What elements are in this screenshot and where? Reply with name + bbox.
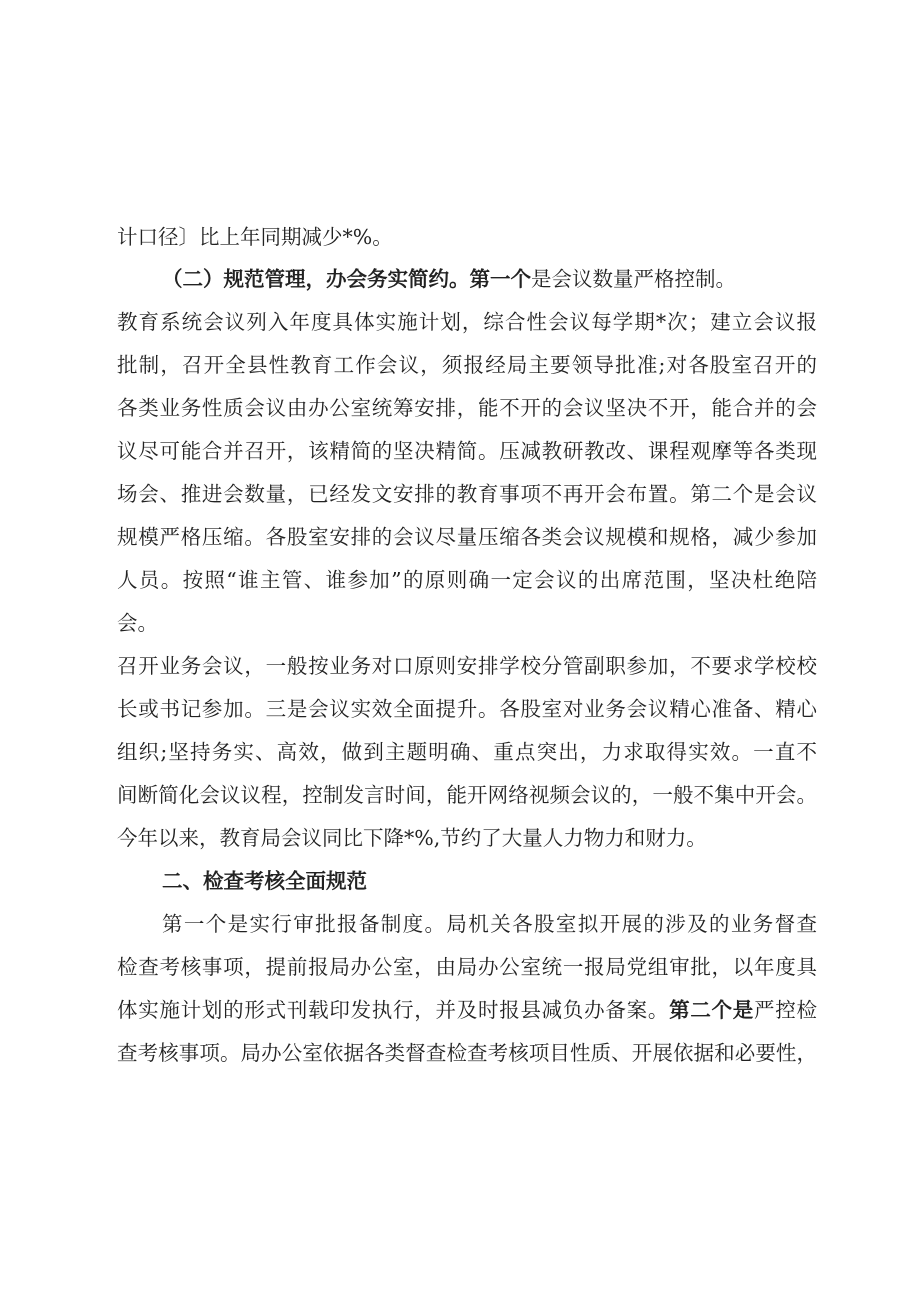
text-segment: 间断简化会议议程，控制发言时间，能开网络视频会议的，一般不集中开会。 <box>117 783 817 807</box>
text-segment: 是会议数量严格控制。 <box>531 267 736 291</box>
text-line-8 <box>117 517 817 557</box>
text-line-15 <box>117 818 817 858</box>
text-segment: 场会、推进会数量，已经发文安排的教育事项不再开会布置。第二个是会议 <box>117 482 817 506</box>
text-line-14 <box>117 775 817 815</box>
text-line-9 <box>117 560 817 600</box>
inline-bold-text: 第二个是 <box>669 998 755 1022</box>
text-segment: 批制，召开全县性教育工作会议，须报经局主要领导批准;对各股室召开的 <box>117 353 817 377</box>
text-line-7 <box>117 474 817 514</box>
text-segment: 各类业务性质会议由办公室统筹安排，能不开的会议坚决不开，能合并的会 <box>117 396 817 420</box>
text-segment: 今年以来，教育局会议同比下降*%,节约了大量人力物力和财力。 <box>117 826 707 850</box>
text-segment: 查考核事项。局办公室依据各类督查检查考核项目性质、开展依据和必要性， <box>117 1041 817 1065</box>
text-line-18 <box>117 947 817 987</box>
text-segment: 长或书记参加。三是会议实效全面提升。各股室对业务会议精心准备、精心 <box>117 697 817 721</box>
text-line-17 <box>162 904 817 944</box>
text-line-20 <box>117 1033 817 1073</box>
text-line-4 <box>117 345 817 385</box>
text-line-5 <box>117 388 817 428</box>
text-segment: 会。 <box>117 611 158 635</box>
section-heading-meetings <box>162 259 817 299</box>
text-line-10 <box>117 603 817 643</box>
text-line-11 <box>117 646 817 686</box>
text-segment: 议尽可能合并召开，该精简的坚决精简。压减教研教改、课程观摩等各类现 <box>117 439 817 463</box>
text-segment: 规模严格压缩。各股室安排的会议尽量压缩各类会议规模和规格，减少参加 <box>117 525 817 549</box>
text-line-1 <box>117 217 817 257</box>
text-line-3 <box>117 302 817 342</box>
text-segment: 第一个是实行审批报备制度。局机关各股室拟开展的涉及的业务督查 <box>162 912 817 936</box>
text-segment: 人员。按照“谁主管、谁参加”的原则确一定会议的出席范围，坚决杜绝陪 <box>117 568 817 592</box>
text-segment: 召开业务会议，一般按业务对口原则安排学校分管副职参加，不要求学校校 <box>117 654 817 678</box>
section-heading-inspection <box>162 861 817 901</box>
text-segment: 检查考核事项，提前报局办公室，由局办公室统一报局党组审批，以年度具 <box>117 955 817 979</box>
heading-text: 二、检查考核全面规范 <box>162 869 367 893</box>
text-segment: 组织;坚持务实、高效，做到主题明确、重点突出，力求取得实效。一直不 <box>117 740 817 764</box>
text-segment: 体实施计划的形式刊载印发执行，并及时报县减负办备案。 <box>117 998 670 1022</box>
heading-text: （二）规范管理，办会务实简约。第一个 <box>162 267 531 291</box>
text-segment: 计口径〕比上年同期减少*%。 <box>117 225 393 249</box>
text-segment: 教育系统会议列入年度具体实施计划，综合性会议每学期*次；建立会议报 <box>117 310 817 334</box>
text-line-19 <box>117 990 817 1030</box>
text-segment: 严控检 <box>754 998 817 1022</box>
text-line-12 <box>117 689 817 729</box>
text-line-13 <box>117 732 817 772</box>
text-line-6 <box>117 431 817 471</box>
